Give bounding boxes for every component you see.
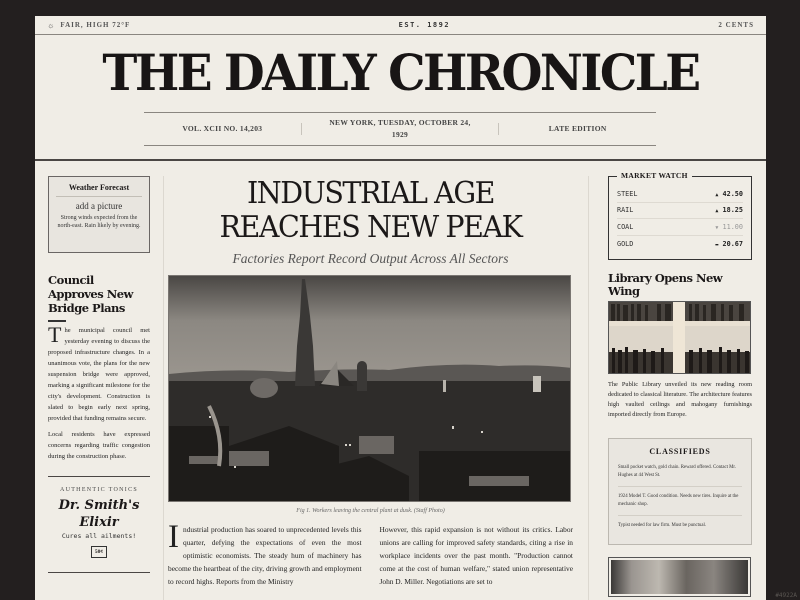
masthead-rule [35,159,766,161]
market-row-steel [617,186,743,203]
market-value: 20.67 [722,239,743,248]
library-story-text: The Public Library unveiled its new reading room dedicated to classical literature. The architecture features high vaulted ceilings and mahogany furnishings imported directly from Europe. [608,381,752,418]
issue-price: 2 CENTS [718,21,754,29]
trend-up-icon: ▲ [715,191,719,198]
main-subheadline: Factories Report Record Output Across All Sectors [232,251,509,266]
masthead-title: THE DAILY CHRONICLE [102,44,699,103]
bookshelf-photo [608,301,751,374]
market-name: COAL [617,222,634,231]
story-headline[interactable]: Council Approves New Bridge Plans [48,273,133,315]
main-column [168,176,573,588]
dateline [144,112,656,146]
article-column-2: However, this rapid expansion is not without its critics. Labor unions are calling for improved safety standards, citing a rise in workplace incidents over the past month. "Production cannot come at the cost of human welfare," stated union representative John D. Miller. Negotiations are set to [379,525,573,586]
classifieds-box [608,438,752,545]
photo-caption: Fig 1. Workers leaving the central plant at dusk. (Staff Photo) [296,508,445,514]
market-name: GOLD [617,239,634,248]
weather-box-title: Weather Forecast [56,183,142,197]
market-value: 18.25 [722,206,743,215]
picture-placeholder[interactable]: add a picture [75,201,123,211]
right-column [608,171,752,597]
main-headline[interactable]: INDUSTRIAL AGE REACHES NEW PEAK [219,176,522,245]
market-name: STEEL [617,189,638,198]
volume-number: VOL. XCII NO. 14,203 [182,124,263,133]
classifieds-title: CLASSIFIEDS [649,447,711,456]
top-bar [35,16,766,35]
classified-ad: Small pocket watch, gold chain. Reward offered. Contact Mr. Hughes at 44 West St. [618,462,742,487]
market-watch-box [608,171,752,260]
market-watch-title: MARKET WATCH [617,171,692,180]
ad-kicker: AUTHENTIC TONICS [59,486,139,493]
weather-summary [47,21,130,30]
issue-date: NEW YORK, TUESDAY, OCTOBER 24, 1929 [329,118,471,139]
article-text: ndustrial production has soared to unprecedented levels this quarter, defying the expectations of even the most optimistic economists. The steady hum of machinery has become the heartbeat of the city, driving growth and employment to record highs. Reports from the Ministry [168,525,362,586]
story-paragraph: Local residents have expressed concerns regarding traffic congestion during the construction phase. [48,430,150,460]
ad-price-badge: 50¢ [91,546,107,558]
elixir-advertisement [48,476,150,573]
drop-cap: T [48,321,62,347]
library-headline[interactable]: Library Opens New Wing [608,271,723,298]
drop-cap: I [168,519,179,555]
classified-ad: 1924 Model T. Good condition. Needs new tires. Inquire at the mechanic shop. [618,491,742,516]
cloud-sun-icon: ☼ [47,20,56,30]
weather-forecast-box [48,176,150,253]
street-photo [611,560,748,594]
market-row-gold [617,236,743,253]
weather-text: FAIR, HIGH 72°F [60,21,131,29]
bookshelf-illustration [609,302,751,374]
bottom-photo [608,557,751,597]
left-column [48,176,150,573]
weather-description: Strong winds expected from the north-east. Rain likely by evening. [57,215,141,229]
market-value: 11.00 [722,222,743,231]
market-name: RAIL [617,206,634,215]
market-row-coal [617,219,743,236]
market-value: 42.50 [722,189,743,198]
city-skyline-photo [168,275,571,502]
newspaper-page [35,16,766,600]
market-row-rail [617,203,743,220]
ad-product-name: Dr. Smith's Elixir [58,497,140,530]
watermark: #4922A [775,592,797,599]
trend-up-icon: ▲ [715,208,719,215]
skyline-illustration [169,276,571,502]
classified-ad: Typist needed for law firm. Must be punctual. [618,523,706,528]
story-body [48,321,150,462]
main-article [168,519,573,588]
ad-tagline: Cures all ailments! [61,531,137,540]
trend-flat-icon: ▬ [715,241,719,248]
column-divider [163,176,164,600]
article-column-1 [168,519,362,588]
established-year: EST. 1892 [398,21,451,29]
edition-label: LATE EDITION [548,124,607,133]
column-divider [588,176,589,600]
story-paragraph: he municipal council met yesterday evening to discuss the proposed infrastructure changes. In a unanimous vote, the plans for the new suspension bridge were approved, marking a significant milestone for the city's development. Construction is slated to begin early next spring, provided that funding remains secure. [48,326,150,422]
trend-down-icon: ▼ [715,224,719,231]
